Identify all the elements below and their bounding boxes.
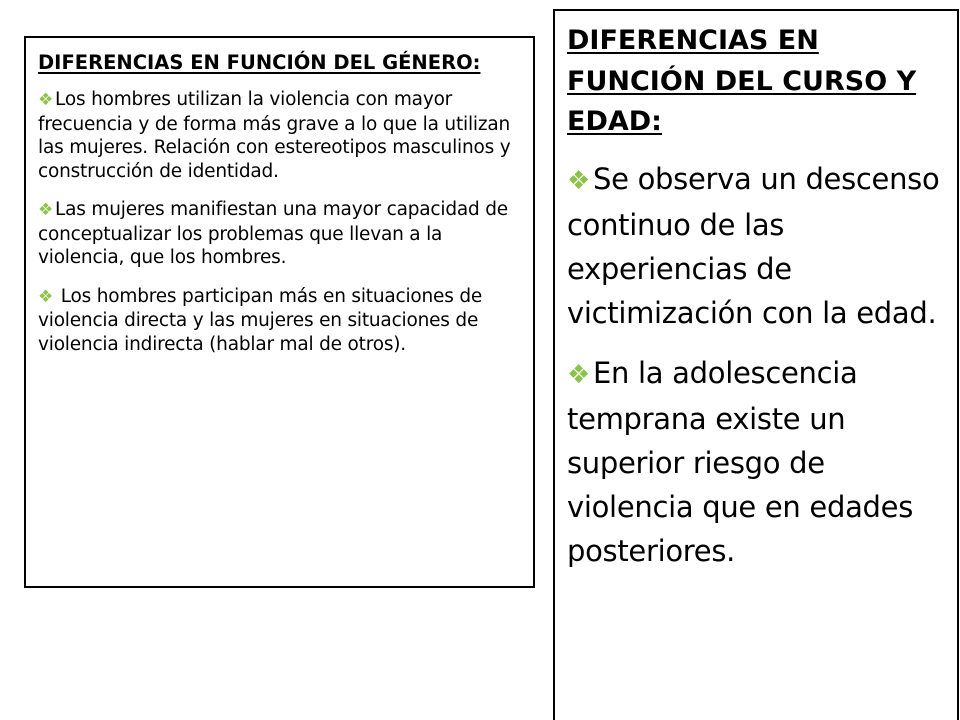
list-item — [38, 198, 521, 270]
list-item — [38, 285, 521, 357]
four-diamond-bullet-icon: ❖ — [38, 90, 54, 110]
list-item — [567, 351, 945, 573]
list-item — [38, 88, 521, 183]
four-diamond-bullet-icon: ❖ — [38, 200, 54, 220]
gender-differences-heading: DIFERENCIAS EN FUNCIÓN DEL GÉNERO: — [38, 51, 481, 74]
four-diamond-bullet-icon: ❖ — [567, 165, 591, 196]
bullet-text: Se observa un descenso continuo de las experiencias de victimización con la edad. — [567, 161, 940, 330]
four-diamond-bullet-icon: ❖ — [38, 286, 54, 307]
gender-differences-box — [24, 36, 535, 588]
bullet-text: En la adolescencia temprana existe un superior riesgo de violencia que en edades posteriores. — [567, 355, 913, 568]
bullet-text: Las mujeres manifiestan una mayor capacidad de conceptualizar los problemas que llevan a la violencia, que los hombres. — [38, 199, 508, 268]
four-diamond-bullet-icon: ❖ — [567, 359, 591, 390]
bullet-text: Los hombres utilizan la violencia con mayor frecuencia y de forma más grave a lo que la utilizan las mujeres. Relación con estereotipos masculinos y construcción de identidad. — [38, 89, 511, 182]
age-differences-box — [553, 9, 959, 720]
age-differences-heading: DIFERENCIAS EN FUNCIÓN DEL CURSO Y EDAD: — [567, 25, 917, 137]
list-item — [567, 157, 945, 335]
bullet-text: Los hombres participan más en situaciones de violencia directa y las mujeres en situaciones de violencia indirecta (hablar mal de otros). — [38, 285, 488, 355]
